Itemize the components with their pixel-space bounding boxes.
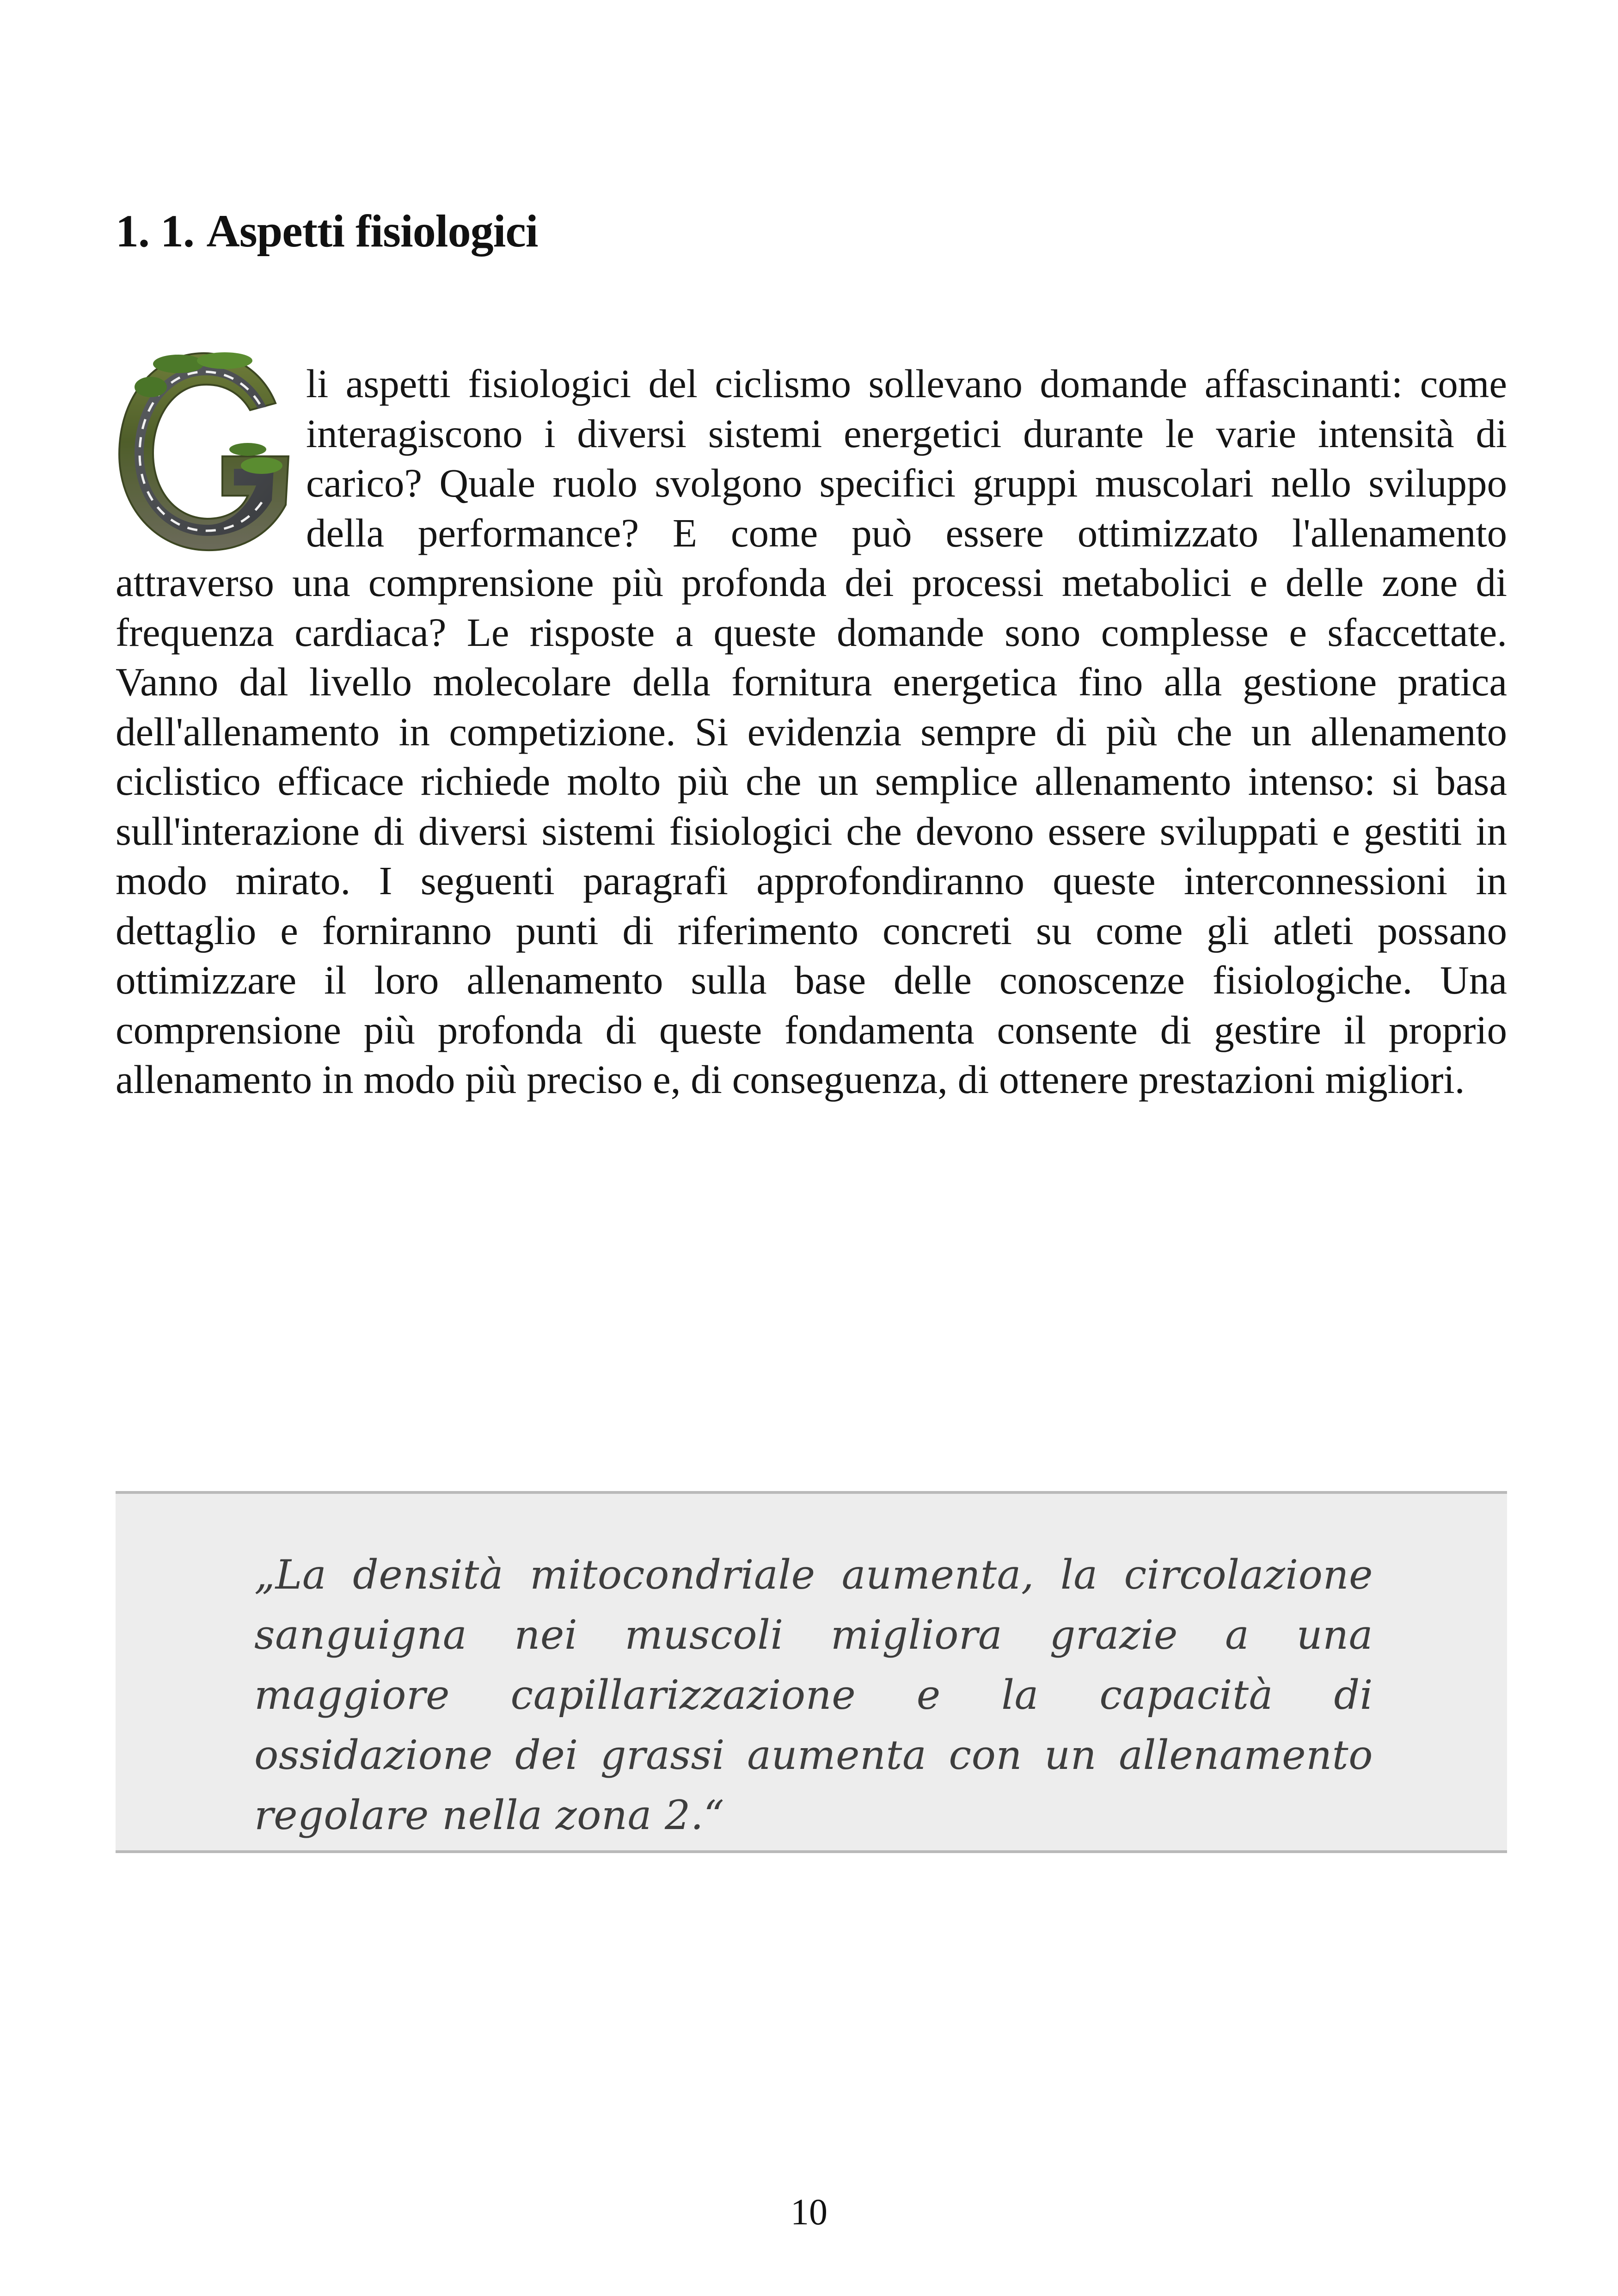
body-paragraph bbox=[116, 359, 1507, 1105]
pull-quote-box bbox=[116, 1491, 1507, 1853]
body-text: li aspetti fisiologici del ciclismo sollevano domande affascinanti: come interagiscono i diversi sistemi energetici durante le varie intensità di carico? Quale ruolo svolgono specifici gruppi muscolari nello sviluppo della performance? E come può essere ottimizzato l'allenamento attraverso una comprensione più profonda dei processi metabolici e delle zone di frequenza cardiaca? Le risposte a queste domande sono complesse e sfaccettate. Vanno dal livello molecolare della fornitura energetica fino alla gestione pratica dell'allenamento in competizione. Si evidenzia sempre di più che un allenamento ciclistico efficace richiede molto più che un semplice allenamento intenso: si basa sull'interazione di diversi sistemi fisiologici che devono essere sviluppati e gestiti in modo mirato. I seguenti paragrafi approfondiranno queste interconnessioni in dettaglio e forniranno punti di riferimento concreti su come gli atleti possano ottimizzare il loro allenamento sulla base delle conoscenze fisiologiche. Una comprensione più profonda di queste fondamenta consente di gestire il proprio allenamento in modo più preciso e, di conseguenza, di ottenere prestazioni migliori. bbox=[116, 361, 1507, 1102]
section-title: Aspetti fisiologici bbox=[206, 205, 538, 257]
pull-quote-text: „La densità mitocondriale aumenta, la circolazione sanguigna nei muscoli migliora grazie a una maggiore capillarizzazione e la capacità di ossidazione dei grassi aumenta con un allenamento regolare nella zona 2.“ bbox=[254, 1551, 1373, 1839]
section-number: 1. 1. bbox=[116, 205, 194, 257]
section-heading bbox=[116, 203, 538, 259]
page-number: 10 bbox=[791, 2192, 827, 2233]
